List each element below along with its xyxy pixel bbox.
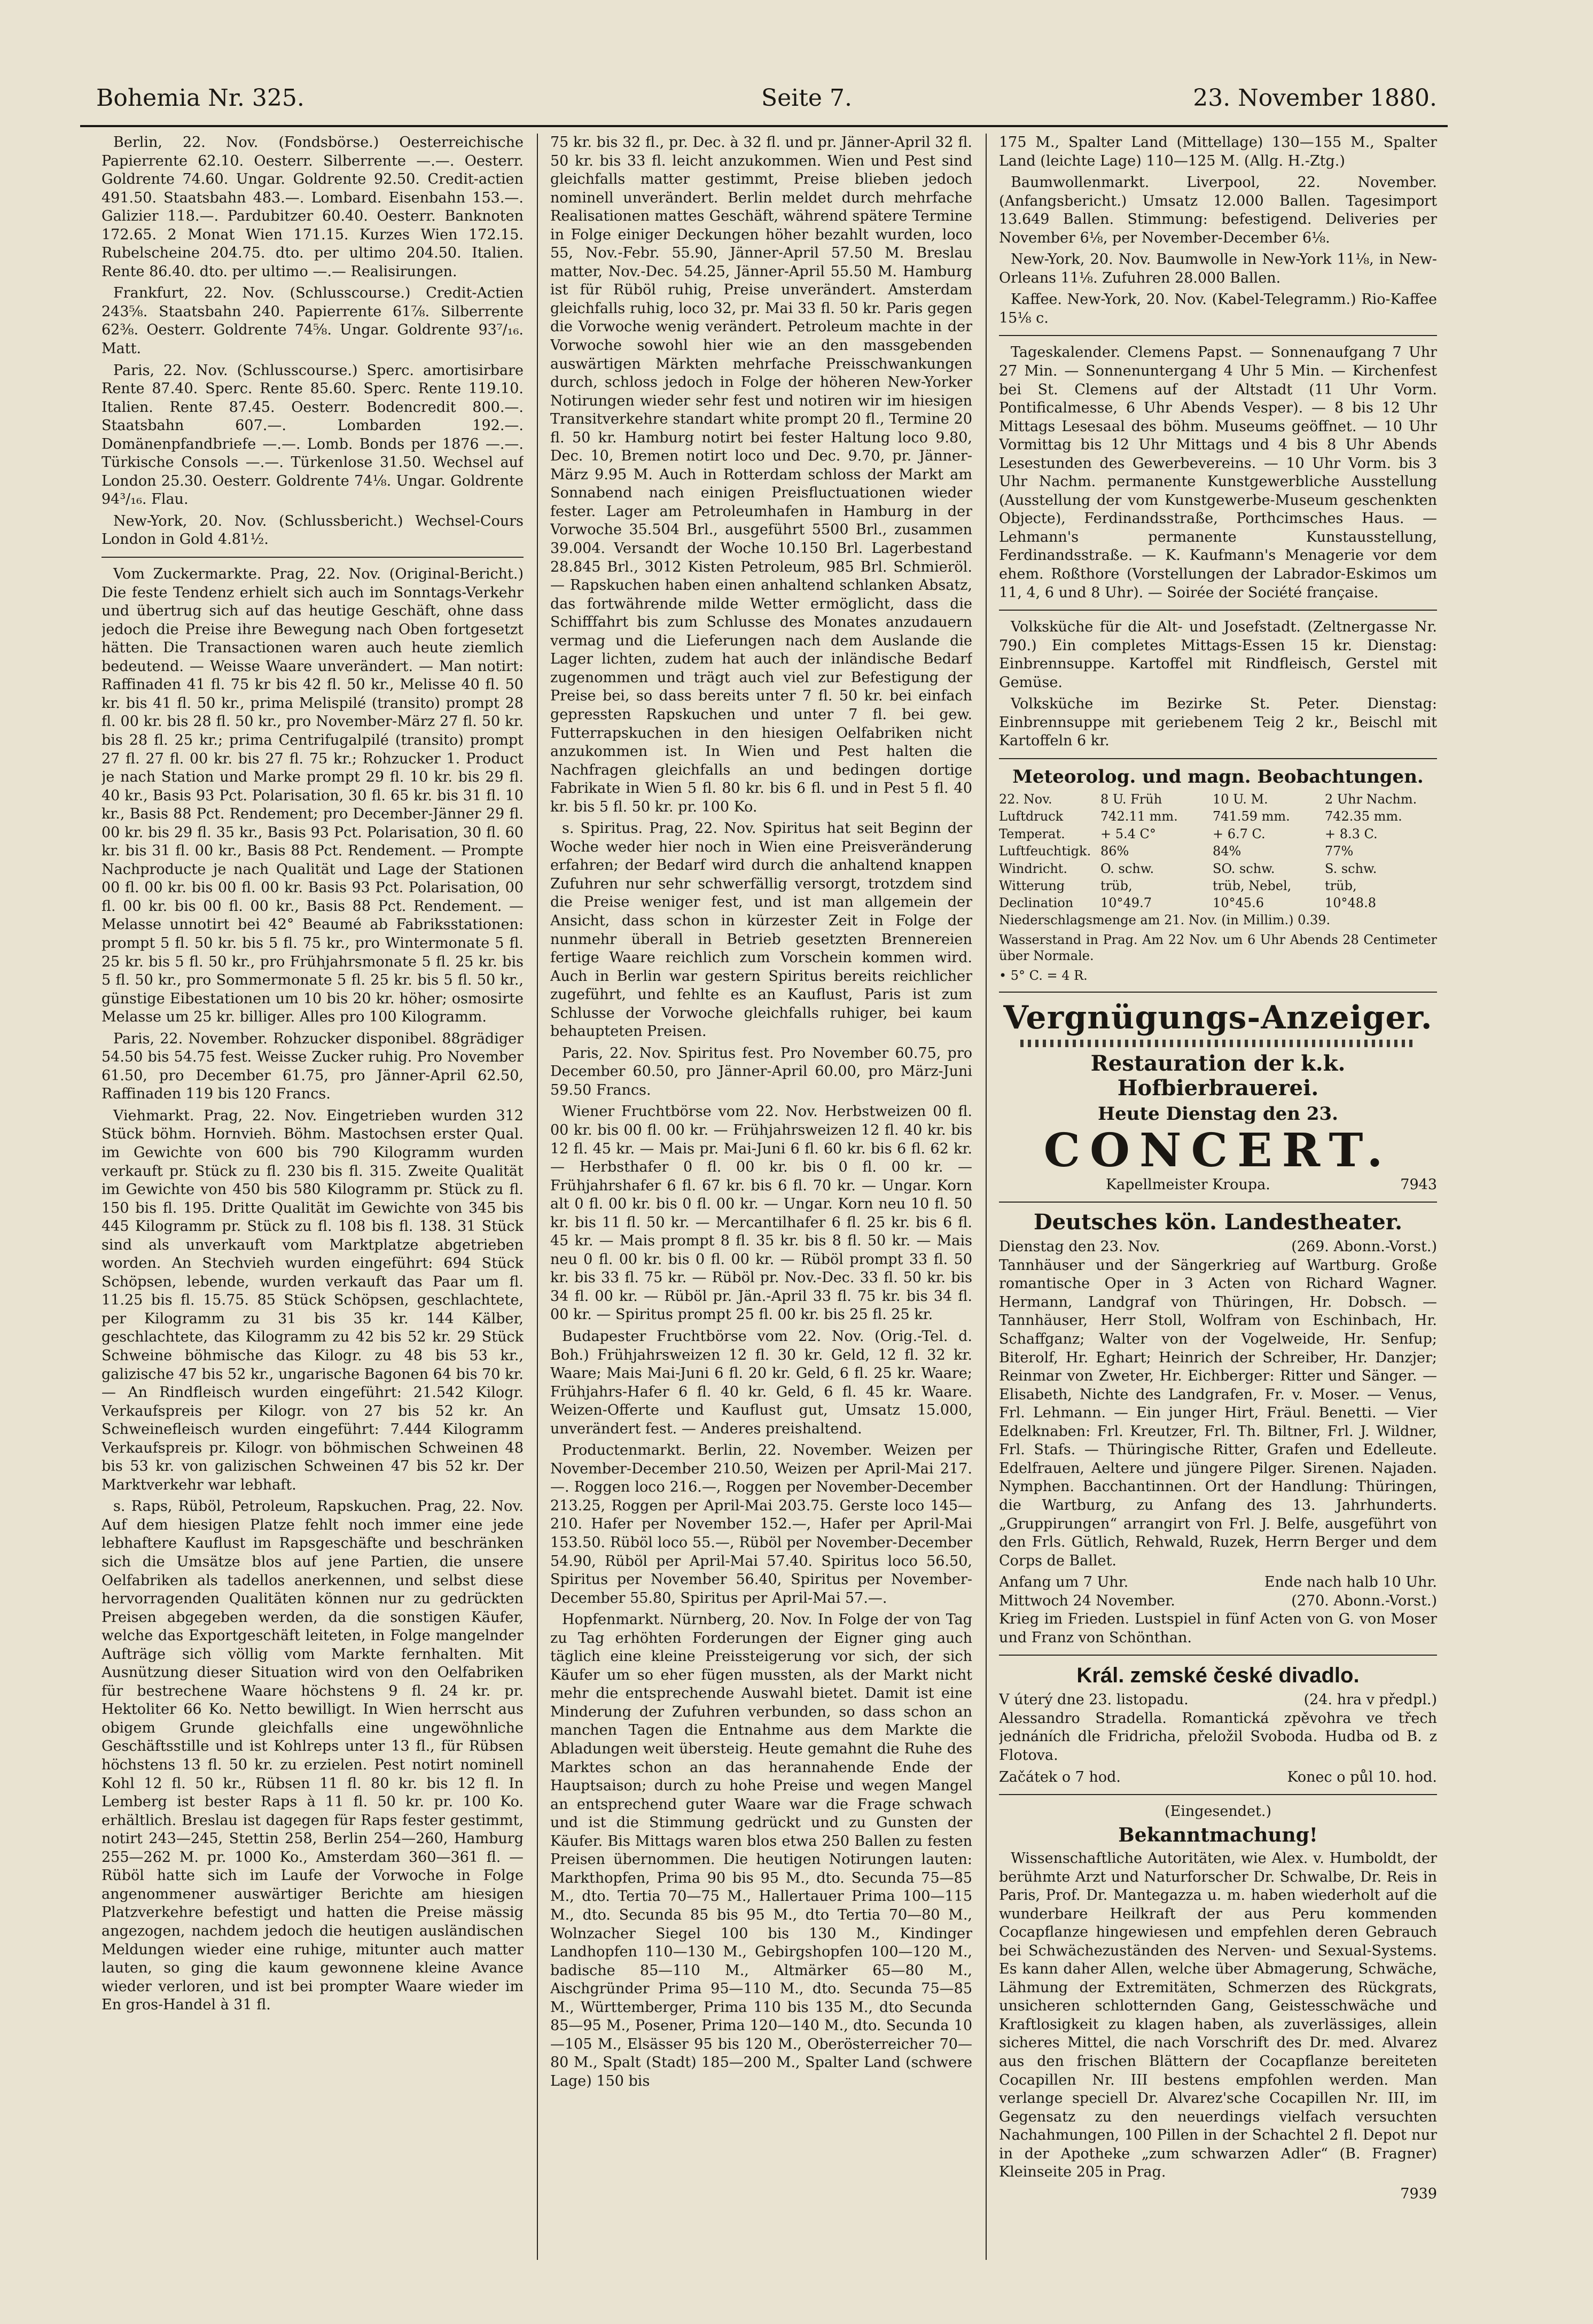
meteo-cell: + 5.4 C° [1100, 826, 1156, 841]
meteo-footnote: • 5° C. = 4 R. [999, 968, 1088, 983]
theatre-next-play: Krieg im Frieden. Lustspiel in fünf Acten von G. von Moser und Franz von Schönthan. [999, 1611, 1437, 1646]
section-rule [101, 557, 524, 558]
concert-heading: CONCERT. [1043, 1123, 1393, 1177]
header-rule [80, 125, 1448, 127]
ornamental-rule [1020, 1040, 1416, 1047]
paris-exchange-report: Paris, 22. Nov. (Schlusscourse.) Sperc. amortisirbare Rente 87.40. Sperc. Rente 85.60. Sperc. Rente 119.10. Italien. Rente 87.45. Oesterr. Bodencredit 800.—. Staatsbahn 607.—. Lombarden 192.—. Domänenpfandbriefe —.—. Lomb. Bonds per 1876 —.—. Türkische Consols —.—. Türkenlose 31.50. Wechsel auf London 25.30. Oesterr. Goldrente 74⅛. Ungar. Goldrente 94³/₁₆. Flau. [101, 362, 524, 508]
meteo-cell: Witterung [999, 878, 1065, 893]
produce-market-report: Productenmarkt. Berlin, 22. November. Weizen per November-December 210.50, Weizen per April-Mai 217.—. Roggen loco 216.—, Roggen per November-December 213.25, Roggen per April-Mai 203.75. Gerste loco 145—210. Hafer per November 152.—, Hafer per April-Mai 153.50. Rüböl loco 55.—, Rüböl per November-December 54.90, Rüböl per April-Mai 57.40. Spiritus loco 56.50, Spiritus per November 56.40, Spiritus per November-December 55.80, Spiritus per April-Mai 57.—. [550, 1442, 972, 1606]
precipitation: Niederschlagsmenge am 21. Nov. (in Millim.) 0.39. [999, 912, 1331, 927]
header-issue: Bohemia Nr. 325. [96, 84, 304, 112]
czech-theatre-times [999, 1768, 1437, 1787]
meteo-cell: Temperat. [999, 826, 1065, 841]
meteo-table [999, 791, 1437, 912]
czech-theatre-date: V úterý dne 23. listopadu. [999, 1691, 1189, 1709]
newspaper-page [80, 80, 1448, 2281]
brewery-restaurant-name: Restauration der k.k. Hofbierbrauerei. [1090, 1050, 1346, 1101]
meteo-cell: S. schw. [1325, 861, 1377, 876]
spirits-paris-report: Paris, 22. Nov. Spiritus fest. Pro November 60.75, pro December 60.50, pro Jänner-April 60.00, pro März-Juni 59.50 Francs. [550, 1044, 972, 1098]
meteo-cell: + 8.3 C. [1325, 826, 1378, 841]
soup-kitchen-old-town: Volksküche für die Alt- und Josefstadt. (Zeltnergasse Nr. 790.) Ein completes Mittags-Essen 15 kr. Dienstag: Einbrennsuppe. Kartoffel mit Rindfleisch, Gerstel mit Gemüse. [999, 619, 1437, 691]
soup-kitchen-st-peter: Volksküche im Bezirke St. Peter. Dienstag: Einbrennsuppe mit geriebenem Teig 2 kr., Beischl mit Kartoffeln 6 kr. [999, 696, 1437, 750]
running-head [96, 84, 1437, 122]
meteo-cell: 741.59 mm. [1213, 809, 1290, 824]
theatre-programme: Tannhäuser und der Sängerkrieg auf Wartburg. Große romantische Oper in 3 Acten von Richard Wagner. Hermann, Landgraf von Thüringen, Hr. Dobsch. — Tannhäuser, Herr Stoll, Wolfram von Eschinbach, Hr. Schaffganz; Walter von der Vogelweide, Hr. Senfup; Biterolf, Hr. Eghart; Heinrich der Schreiber, Hr. Danzjer; Reinmar von Zweter, Hr. Eichberger: Ritter und Sänger. — Elisabeth, Nichte des Landgrafen, Fr. v. Moser. — Venus, Frl. Lehmann. — Ein junger Hirt, Fräul. Benetti. — Vier Edelknaben: Frl. Kreutzer, Frl. Th. Biltner, Frl. J. Wildner, Frl. Stafs. — Thüringische Ritter, Grafen und Edelleute. Edelfrauen, Aeltere und jüngere Pilger. Sirenen. Najaden. Nymphen. Bacchantinnen. Ort der Handlung: Thüringen, die Wartburg, zu Anfang des 13. Jahrhunderts. „Gruppirungen“ arrangirt von Frl. J. Belfe, ausgeführt von den Frls. Gütlich, Rehwald, Ruzek, Herrn Berger und dem Corps de Ballet. [999, 1257, 1437, 1569]
column-1 [101, 134, 524, 2260]
newyork-cotton-report: New-York, 20. Nov. Baumwolle in New-York 11⅛, in New-Orleans 11⅛. Zufuhren 28.000 Ballen. [999, 251, 1437, 286]
czech-theatre-programme: Alessandro Stradella. Romantická zpěvohra ve třech jednáních dle Fridricha, přeložil Svoboda. Hudba od B. z Flotova. [999, 1710, 1437, 1764]
german-theatre-title: Deutsches kön. Landestheater. [1033, 1210, 1403, 1235]
berlin-exchange-report: Berlin, 22. Nov. (Fondsbörse.) Oesterreichische Papierrente 62.10. Oesterr. Silberrente —.—. Oesterr. Goldrente 74.60. Ungar. Goldrente 92.50. Credit-actien 491.50. Staatsbahn 483.—. Lombard. Eisenbahn 153.—. Galizier 118.—. Pardubitzer 60.40. Oesterr. Banknoten 172.65. 2 Monat Wien 171.15. Kurzes Wien 172.15. Rubelscheine 204.75. dto. per ultimo 204.50. Italien. Rente 86.40. dto. per ultimo —.— Realisirungen. [101, 134, 524, 280]
meteo-cell: 10°48.8 [1325, 895, 1376, 911]
meteo-cell: 86% [1100, 844, 1129, 859]
meteo-cell: 742.35 mm. [1325, 809, 1402, 824]
meteo-cell: 10°49.7 [1100, 895, 1152, 911]
meteo-cell: 10 U. M. [1213, 792, 1268, 807]
concert-date: Heute Dienstag den 23. [1097, 1103, 1338, 1125]
meteo-cell: trüb, Nebel, [1213, 878, 1292, 893]
meteo-cell: Windricht. [999, 861, 1068, 876]
czech-theatre-title: Král. zemské české divadlo. [1076, 1664, 1360, 1688]
theatre-next-subscription: (270. Abonn.-Vorst.) [1291, 1592, 1437, 1609]
concert-footer [999, 1176, 1437, 1195]
meteo-cell: SO. schw. [1213, 861, 1275, 876]
theatre-end: Ende nach halb 10 Uhr. [1264, 1574, 1437, 1591]
meteo-cell: Declination [999, 895, 1074, 911]
header-page-number: Seite 7. [761, 84, 852, 112]
sugar-paris-report: Paris, 22. November. Rohzucker disponibel. 88grädiger 54.50 bis 54.75 fest. Weisse Zucker ruhig. Pro November 61.50, pro December 61.75, pro Jänner-April 62.50, Raffinaden 119 bis 120 Francs. [101, 1030, 524, 1103]
cattle-market-report: Viehmarkt. Prag, 22. Nov. Eingetrieben wurden 312 Stück böhm. Hornvieh. Böhm. Mastochsen erster Qual. im Gewichte von 600 bis 790 Kilogramm wurden verkauft pr. Stück zu fl. 230 bis fl. 315. Zweite Qualität im Gewichte von 450 bis 580 Kilogramm pr. Stück zu fl. 150 bis fl. 195. Dritte Qualität im Gewichte von 345 bis 445 Kilogramm pr. Stück zu fl. 108 bis fl. 138. 31 Stück sind als unverkauft vom Marktplatze abgetrieben worden. An Stechvieh wurden eingeführt: 694 Stück Schöpsen, lebende, wurden verkauft das Paar um fl. 11.25 bis fl. 15.75. 85 Stück Schöpsen, geschlachtete, per Kilogramm zu 31 bis 35 kr. 144 Kälber, geschlachtete, das Kilogramm zu 42 bis 52 kr. 29 Stück Schweine böhmische das Kilogr. zu 48 bis 53 kr., galizische 47 bis 52 kr., ungarische Bagonen 64 bis 70 kr. — An Rindfleisch wurden eingeführt: 21.542 Kilogr. Verkaufspreis per Kilogr. von 27 bis 52 kr. An Schweinefleisch wurden eingeführt: 7.444 Kilogramm Verkaufspreis pr. Kilogr. von böhmischen Schweinen 48 bis 53 kr. von galizischen Schweinen 47 bis 52 kr. Der Marktverkehr war lebhaft. [101, 1107, 524, 1493]
water-level: Wasserstand in Prag. Am 22 Nov. um 6 Uhr Abends 28 Centimeter über Normale. [999, 932, 1437, 964]
meteo-cell: 10°45.6 [1213, 895, 1264, 911]
meteo-cell: 84% [1213, 844, 1241, 859]
section-rule [999, 1202, 1437, 1203]
meteo-cell: Luftfeuchtigk. [999, 844, 1091, 859]
czech-theatre-subscription: (24. hra v předpl.) [1303, 1691, 1437, 1709]
budapest-grain-exchange: Budapester Fruchtbörse vom 22. Nov. (Orig.-Tel. d. Boh.) Frühjahrsweizen 12 fl. 30 kr. Geld, 12 fl. 32 kr. Waare; Mais Mai-Juni 6 fl. 20 kr. Geld, 6 fl. 25 kr. Waare; Frühjahrs-Hafer 6 fl. 40 kr. Geld, 6 fl. 45 kr. Waare. Weizen-Offerte und Kauflust gut, Umsatz 15.000, unverändert fest. — Anderes preishaltend. [550, 1328, 972, 1437]
coffee-report: Kaffee. New-York, 20. Nov. (Kabel-Telegramm.) Rio-Kaffee 15⅛ c. [999, 291, 1437, 326]
meteo-cell: + 6.7 C. [1213, 826, 1266, 841]
section-rule [999, 1655, 1437, 1656]
hops-market-report-cont: 175 M., Spalter Land (Mittellage) 130—155 M., Spalter Land (leichte Lage) 110—125 M. (Allg. H.-Ztg.) [999, 134, 1437, 169]
column-divider [986, 134, 987, 2260]
theatre-next-row [999, 1592, 1437, 1611]
section-rule [999, 758, 1437, 759]
ad-number: 7943 [1400, 1176, 1437, 1193]
section-rule [999, 992, 1437, 993]
czech-theatre-end: Konec o půl 10. hod. [1287, 1768, 1437, 1785]
submitted-notice-label: (Eingesendet.) [1165, 1803, 1271, 1820]
meteo-title: Meteorolog. und magn. Beobachtungen. [1012, 766, 1424, 787]
meteo-cell: Luftdruck [999, 809, 1064, 824]
frankfurt-exchange-report: Frankfurt, 22. Nov. (Schlusscourse.) Credit-Actien 243⅝. Staatsbahn 240. Papierrente 61⅞. Silberrente 62⅜. Oesterr. Goldrente 74⅝. Ungar. Goldrente 93⁷/₁₆. Matt. [101, 285, 524, 357]
czech-theatre-start: Začátek o 7 hod. [999, 1768, 1121, 1785]
column-divider [537, 134, 538, 2260]
section-rule [999, 1794, 1437, 1795]
meteo-cell: trüb, [1100, 878, 1133, 893]
theatre-subscription: (269. Abonn.-Vorst.) [1291, 1238, 1437, 1255]
theatre-date-row [999, 1238, 1437, 1257]
theatre-next-date: Mittwoch 24 November. [999, 1592, 1175, 1609]
sugar-market-report: Vom Zuckermarkte. Prag, 22. Nov. (Original-Bericht.) Die feste Tendenz erhielt sich auch im Sonntags-Verkehr und übertrug sich auf das heutige Geschäft, ohne dass jedoch die Preise ihre Bewegung nach Oben fortgesetzt hätten. Die Transactionen waren auch heute ziemlich bedeutend. — Weisse Waare unverändert. — Man notirt: Raffinaden 41 fl. 75 kr bis 42 fl. 50 kr., Melisse 40 fl. 50 kr. bis 41 fl. 50 kr., prima Melispilé (transito) prompt 28 fl. 00 kr. bis 28 fl. 50 kr., pro November-März 27 fl. 50 kr. bis 28 fl. 25 kr.; prima Centrifugalpilé (transito) prompt 27 fl. 27 fl. 00 kr. bis 27 fl. 75 kr.; Rohzucker 1. Product je nach Station und Marke prompt 29 fl. 10 kr. bis 29 fl. 40 kr., Basis 93 Pct. Polarisation, 30 fl. 65 kr. bis 31 fl. 10 kr., Basis 88 Pct. Rendement; pro December-Jänner 29 fl. 00 kr. bis 29 fl. 35 kr., Basis 93 Pct. Polarisation, 30 fl. 60 kr. bis 31 fl. 00 kr., Basis 88 Pct. Rendement. — Prompte Nachproducte je nach Qualität und Lage der Stationen 00 fl. 00 kr. bis 00 fl. 00 kr. Basis 93 Pct. Polarisation, 00 fl. 00 kr. bis 00 fl. 00 kr., Basis 88 Pct. Rendement. — Melasse unnotirt bei 42° Beaumé ab Fabriksstationen: prompt 5 fl. 50 kr. bis 5 fl. 75 kr., pro Wintermonate 5 fl. 25 kr. bis 5 fl. 50 kr., pro Frühjahrsmonate 5 fl. 25 kr. bis 5 fl. 50 kr., pro Sommermonate 5 fl. 25 kr. bis 5 fl. 50 kr., günstige Eibestationen um 10 bis 20 kr. höher; osmosirte Melasse um 25 kr. billiger. Alles pro 100 Kilogramm. [101, 566, 524, 1026]
meteo-cell: 22. Nov. [999, 792, 1052, 807]
hops-market-report: Hopfenmarkt. Nürnberg, 20. Nov. In Folge der von Tag zu Tag erhöhten Forderungen der Eigner ging auch täglich eine kleine Preissteigerung vor sich, der sich Käufer um so eher fügen mussten, als der Markt nicht mehr die entsprechende Auswahl bietet. Damit ist eine Minderung der Zufuhren verbunden, so dass schon an manchen Tagen die Entnahme aus dem Markte die Abladungen weit übersteig. Heute gemahnt die Ruhe des Marktes schon an das herannahende Ende der Hauptsaison; durch zu hohe Preise und wegen Mangel an entsprechend guter Waare war die Frage schwach und ist die Stimmung gedrückt und zu Gunsten der Käufer. Bis Mittags waren blos etwa 250 Ballen zu festen Preisen übernommen. Die heutigen Notirungen lauten: Markthopfen, Prima 90 bis 95 M., dto. Secunda 75—85 M., dto. Tertia 70—75 M., Hallertauer Prima 100—115 M., dto. Secunda 85 bis 95 M., dto Tertia 70—80 M., Wolnzacher Siegel 100 bis 130 M., Kindinger Landhopfen 110—130 M., Gebirgshopfen 100—120 M., badische 85—110 M., Altmärker 65—80 M., Aischgründer Prima 95—110 M., dto. Secunda 75—85 M., Württemberger, Prima 110 bis 135 M., dto Secunda 85—95 M., Posener, Prima 120—140 M., dto. Secunda 10—105 M., Elsässer 95 bis 120 M., Oberösterreicher 70—80 M., Spalt (Stadt) 185—200 M., Spalter Land (schwere Lage) 150 bis [550, 1611, 972, 2089]
daily-calendar: Tageskalender. Clemens Papst. — Sonnenaufgang 7 Uhr 27 Min. — Sonnenuntergang 4 Uhr 5 Min. — Kirchenfest bei St. Clemens auf der Altstadt (11 Uhr Vorm. Pontificalmesse, 6 Uhr Abends Vesper). — 8 bis 12 Uhr Mittags Lesesaal des böhm. Museums geöffnet. — 10 Uhr Vormittag bis 12 Uhr Mittags und 4 bis 8 Uhr Abends Lesestunden des Gewerbevereins. — 10 Uhr Vorm. bis 3 Uhr Nachm. permanente Kunstgewerbliche Ausstellung (Ausstellung der vom Kunstgewerbe-Museum geschenkten Objecte), Ferdinandsstraße, Porthcimsches Haus. — Lehmann's permanente Kunstausstellung, Ferdinandsstraße. — K. Kaufmann's Menagerie vor dem ehem. Roßthore (Vorstellungen der Labrador-Eskimos um 11, 4, 6 und 8 Uhr). — Soirée der Société française. [999, 344, 1437, 601]
announcement-title: Bekanntmachung! [1118, 1823, 1318, 1846]
section-rule [999, 610, 1437, 611]
meteo-cell: 742.11 mm. [1100, 809, 1178, 824]
czech-theatre-date-row [999, 1691, 1437, 1710]
spirits-report: s. Spiritus. Prag, 22. Nov. Spiritus hat seit Beginn der Woche weder hier noch in Wien eine Preisveränderung erfahren; der Bedarf wird durch die anhaltend knappen Zufuhren nur sehr schwerfällig versorgt, trotzdem sind die Preise weniger fest, und ist man allgemein der Ansicht, dass schon in kürzester Zeit in Folge der nunmehr überall in Betrieb gesetzten Brennereien fertige Waare reichlich zum Vorschein kommen wird. Auch in Berlin war gestern Spiritus bereits reichlicher zugeführt, und fehlte es an Kauflust, Paris ist zum Schlusse der Vorwoche gleichfalls ruhiger, bei kaum behaupteten Preisen. [550, 820, 972, 1040]
theatre-start: Anfang um 7 Uhr. [999, 1574, 1129, 1591]
theatre-times [999, 1573, 1437, 1592]
conductor: Kapellmeister Kroupa. [1106, 1176, 1270, 1193]
header-date: 23. November 1880. [1193, 84, 1437, 112]
vienna-grain-exchange: Wiener Fruchtbörse vom 22. Nov. Herbstweizen 00 fl. 00 kr. bis 00 fl. 00 kr. — Frühjahrsweizen 12 fl. 40 kr. bis 12 fl. 45 kr. — Mais pr. Mai-Juni 6 fl. 60 kr. bis 6 fl. 62 kr. — Herbsthafer 0 fl. 00 kr. bis 0 fl. 00 kr. — Frühjahrshafer 6 fl. 67 kr. bis 6 fl. 70 kr. — Ungar. Korn alt 0 fl. 00 kr. bis 0 fl. 00 kr. — Ungar. Korn neu 10 fl. 50 kr. bis 11 fl. 50 kr. — Mercantilhafer 6 fl. 25 kr. bis 6 fl. 45 kr. — Mais prompt 8 fl. 35 kr. bis 8 fl. 50 kr. — Mais neu 0 fl. 00 kr. bis 0 fl. 00 kr. — Rüböl prompt 33 fl. 50 kr. bis 33 fl. 75 kr. — Rüböl pr. Nov.-Dec. 33 fl. 50 kr. bis 34 fl. 00 kr. — Rüböl pr. Jän.-April 33 fl. 75 kr. bis 34 fl. 00 kr. — Spiritus prompt 25 fl. 00 kr. bis 25 fl. 25 kr. [550, 1103, 972, 1323]
rapeseed-oil-report-cont: 75 kr. bis 32 fl., pr. Dec. à 32 fl. und pr. Jänner-April 32 fl. 50 kr. bis 33 fl. leicht anzukommen. Wien und Pest sind gleichfalls matter gestimmt, Preise blieben jedoch nominell unverändert. Berlin meldet durch mehrfache Realisationen mattes Geschäft, während spätere Termine in Folge einiger Deckungen höher bezahlt wurden, loco 55, Nov.-Febr. 55.90, Jänner-April 57.50 M. Breslau matter, Nov.-Dec. 54.25, Jänner-April 55.50 M. Hamburg ist für Rüböl ruhig, Preise unverändert. Amsterdam gleichfalls ruhig, loco 32, pr. Mai 33 fl. 50 kr. Paris gegen die Vorwoche wenig verändert. Petroleum machte in der Vorwoche sowohl hier wie an den massgebenden auswärtigen Märkten mehrfache Preisschwankungen durch, schloss jedoch in Folge der höheren New-Yorker Notirungen wieder sehr fest und notiren wir im hiesigen Transitverkehre standart white prompt 20 fl., Termine 20 fl. 50 kr. Hamburg notirt bei fester Haltung loco 9.80, Dec. 10, Bremen notirt loco und Dec. 9.70, pr. Jänner-März 9.95 M. Auch in Rotterdam schloss der Markt am Sonnabend nach einigen Preisfluctuationen wieder fester. Lager am Petroleumhafen in Hamburg in der Vorwoche 35.504 Brl., ausgeführt 5500 Brl., zusammen 39.004. Versandt der Woche 10.150 Brl. Lagerbestand 28.845 Brl., 3012 Kisten Petroleum, 985 Brl. Schmieröl. — Rapskuchen haben einen anhaltend schlanken Absatz, das fortwährende milde Wetter ermöglicht, dass die Schifffahrt bis zum Schlusse des Monates anzudauern vermag und die Lieferungen nach dem Auslande die Lager lichten, zudem hat auch der inländische Bedarf zugenommen und trägt auch viel zur Befestigung der Preise bei, so dass bereits unter 7 fl. 50 kr. bei einfach gepressten Rapskuchen und unter 7 fl. bei gew. Futterrapskuchen in den hiesigen Oelfabriken nicht anzukommen ist. In Wien und Pest halten die Nachfragen gleichfalls an und bedingen dortige Fabrikate in Wien 5 fl. 80 kr. bis 6 fl. und in Pest 5 fl. 40 kr. bis 5 fl. 50 kr. pr. 100 Ko. [550, 134, 972, 815]
meteo-cell: 77% [1325, 844, 1354, 859]
announcement-text: Wissenschaftliche Autoritäten, wie Alex. v. Humboldt, der berühmte Arzt und Naturforscher Dr. Schwalbe, Dr. Reis in Paris, Prof. Dr. Mantegazza u. m. haben wiederholt auf die wunderbare Heilkraft der aus Peru kommenden Cocapflanze hingewiesen und empfehlen deren Gebrauch bei Schwächezuständen des Nerven- und Sexual-Systems. Es kann daher Allen, welche über Abmagerung, Schwäche, Lähmung der Extremitäten, Schmerzen des Rückgrats, unsicheren schlotternden Gang, Geistesschwäche und Kraftlosigkeit zu klagen haben, als zuverlässiges, allein sicheres Mittel, die nach Vorschrift des Dr. med. Alvarez aus den frischen Blättern der Cocapflanze bereiteten Cocapillen Nr. III bestens empfohlen werden. Man verlange speciell Dr. Alvarez'sche Cocapillen Nr. III, im Gegensatz zu den neuerdings vielfach versuchten Nachahmungen, 100 Pillen in der Schachtel 2 fl. Depot nur in der Apotheke „zum schwarzen Adler“ (B. Fragner) Kleinseite 205 in Prag. [999, 1850, 1437, 2181]
cotton-market-report: Baumwollenmarkt. Liverpool, 22. November. (Anfangsbericht.) Umsatz 12.000 Ballen. Tagesimport 13.649 Ballen. Stimmung: befestigend. Deliveries per November 6⅛, per November-December 6⅛. [999, 174, 1437, 246]
section-rule [999, 335, 1437, 336]
announcement-number: 7939 [1400, 2185, 1437, 2202]
column-2 [550, 134, 972, 2260]
amusement-listings-title: Vergnügungs-Anzeiger. [1003, 999, 1433, 1036]
meteo-cell: O. schw. [1100, 861, 1154, 876]
meteo-cell: 8 U. Früh [1100, 792, 1162, 807]
newyork-exchange-report: New-York, 20. Nov. (Schlussbericht.) Wechsel-Cours London in Gold 4.81½. [101, 512, 524, 548]
meteo-cell: trüb, [1325, 878, 1357, 893]
theatre-date: Dienstag den 23. Nov. [999, 1238, 1160, 1255]
rapeseed-oil-report: s. Raps, Rüböl, Petroleum, Rapskuchen. Prag, 22. Nov. Auf dem hiesigen Platze fehlt noch immer eine jede lebhaftere Kauflust im Rapsgeschäfte und beschränken sich die Umsätze blos auf jene Partien, die unsere Oelfabriken als tadellos anerkennen, und selbst diese hervorragenden Qualitäten können nur zu gedrückten Preisen abgegeben werden, da die sonstigen Käufer, welche das Exportgeschäft leiteten, in Folge mangelnder Aufträge sich völlig vom Markte fernhalten. Mit Ausnützung dieser Situation wird von den Oelfabriken für bestrechene Waare höchstens 9 fl. 24 kr. pr. Hektoliter 66 Ko. Netto bewilligt. In Wien herrscht aus obigem Grunde gleichfalls eine ungewöhnliche Geschäftsstille und ist Kohlreps unter 13 fl., für Rübsen höchstens 13 fl. 50 kr. zu erzielen. Pest notirt nominell Kohl 12 fl. 50 kr., Rübsen 11 fl. 80 kr. bis 12 fl. In Lemberg ist bester Raps à 11 fl. 50 kr. pr. 100 Ko. erhältlich. Breslau ist dagegen für Raps fester gestimmt, notirt 243—245, Stettin 258, Berlin 254—260, Hamburg 255—262 M. pr. 1000 Ko., Amsterdam 360—361 fl. — Rüböl hatte sich im Laufe der Vorwoche in Folge angenommener auswärtiger Berichte am hiesigen Platzverkehre befestigt und hatten die Preise mässig angezogen, nachdem jedoch die heutigen ausländischen Meldungen wieder eine ruhige, mitunter auch matter lauten, so ging die kaum gewonnene kleine Avance wieder verloren, und ist bei prompter Waare wieder im En gros-Handel à 31 fl. [101, 1498, 524, 2014]
meteo-cell: 2 Uhr Nachm. [1325, 792, 1417, 807]
column-3 [999, 134, 1437, 2260]
